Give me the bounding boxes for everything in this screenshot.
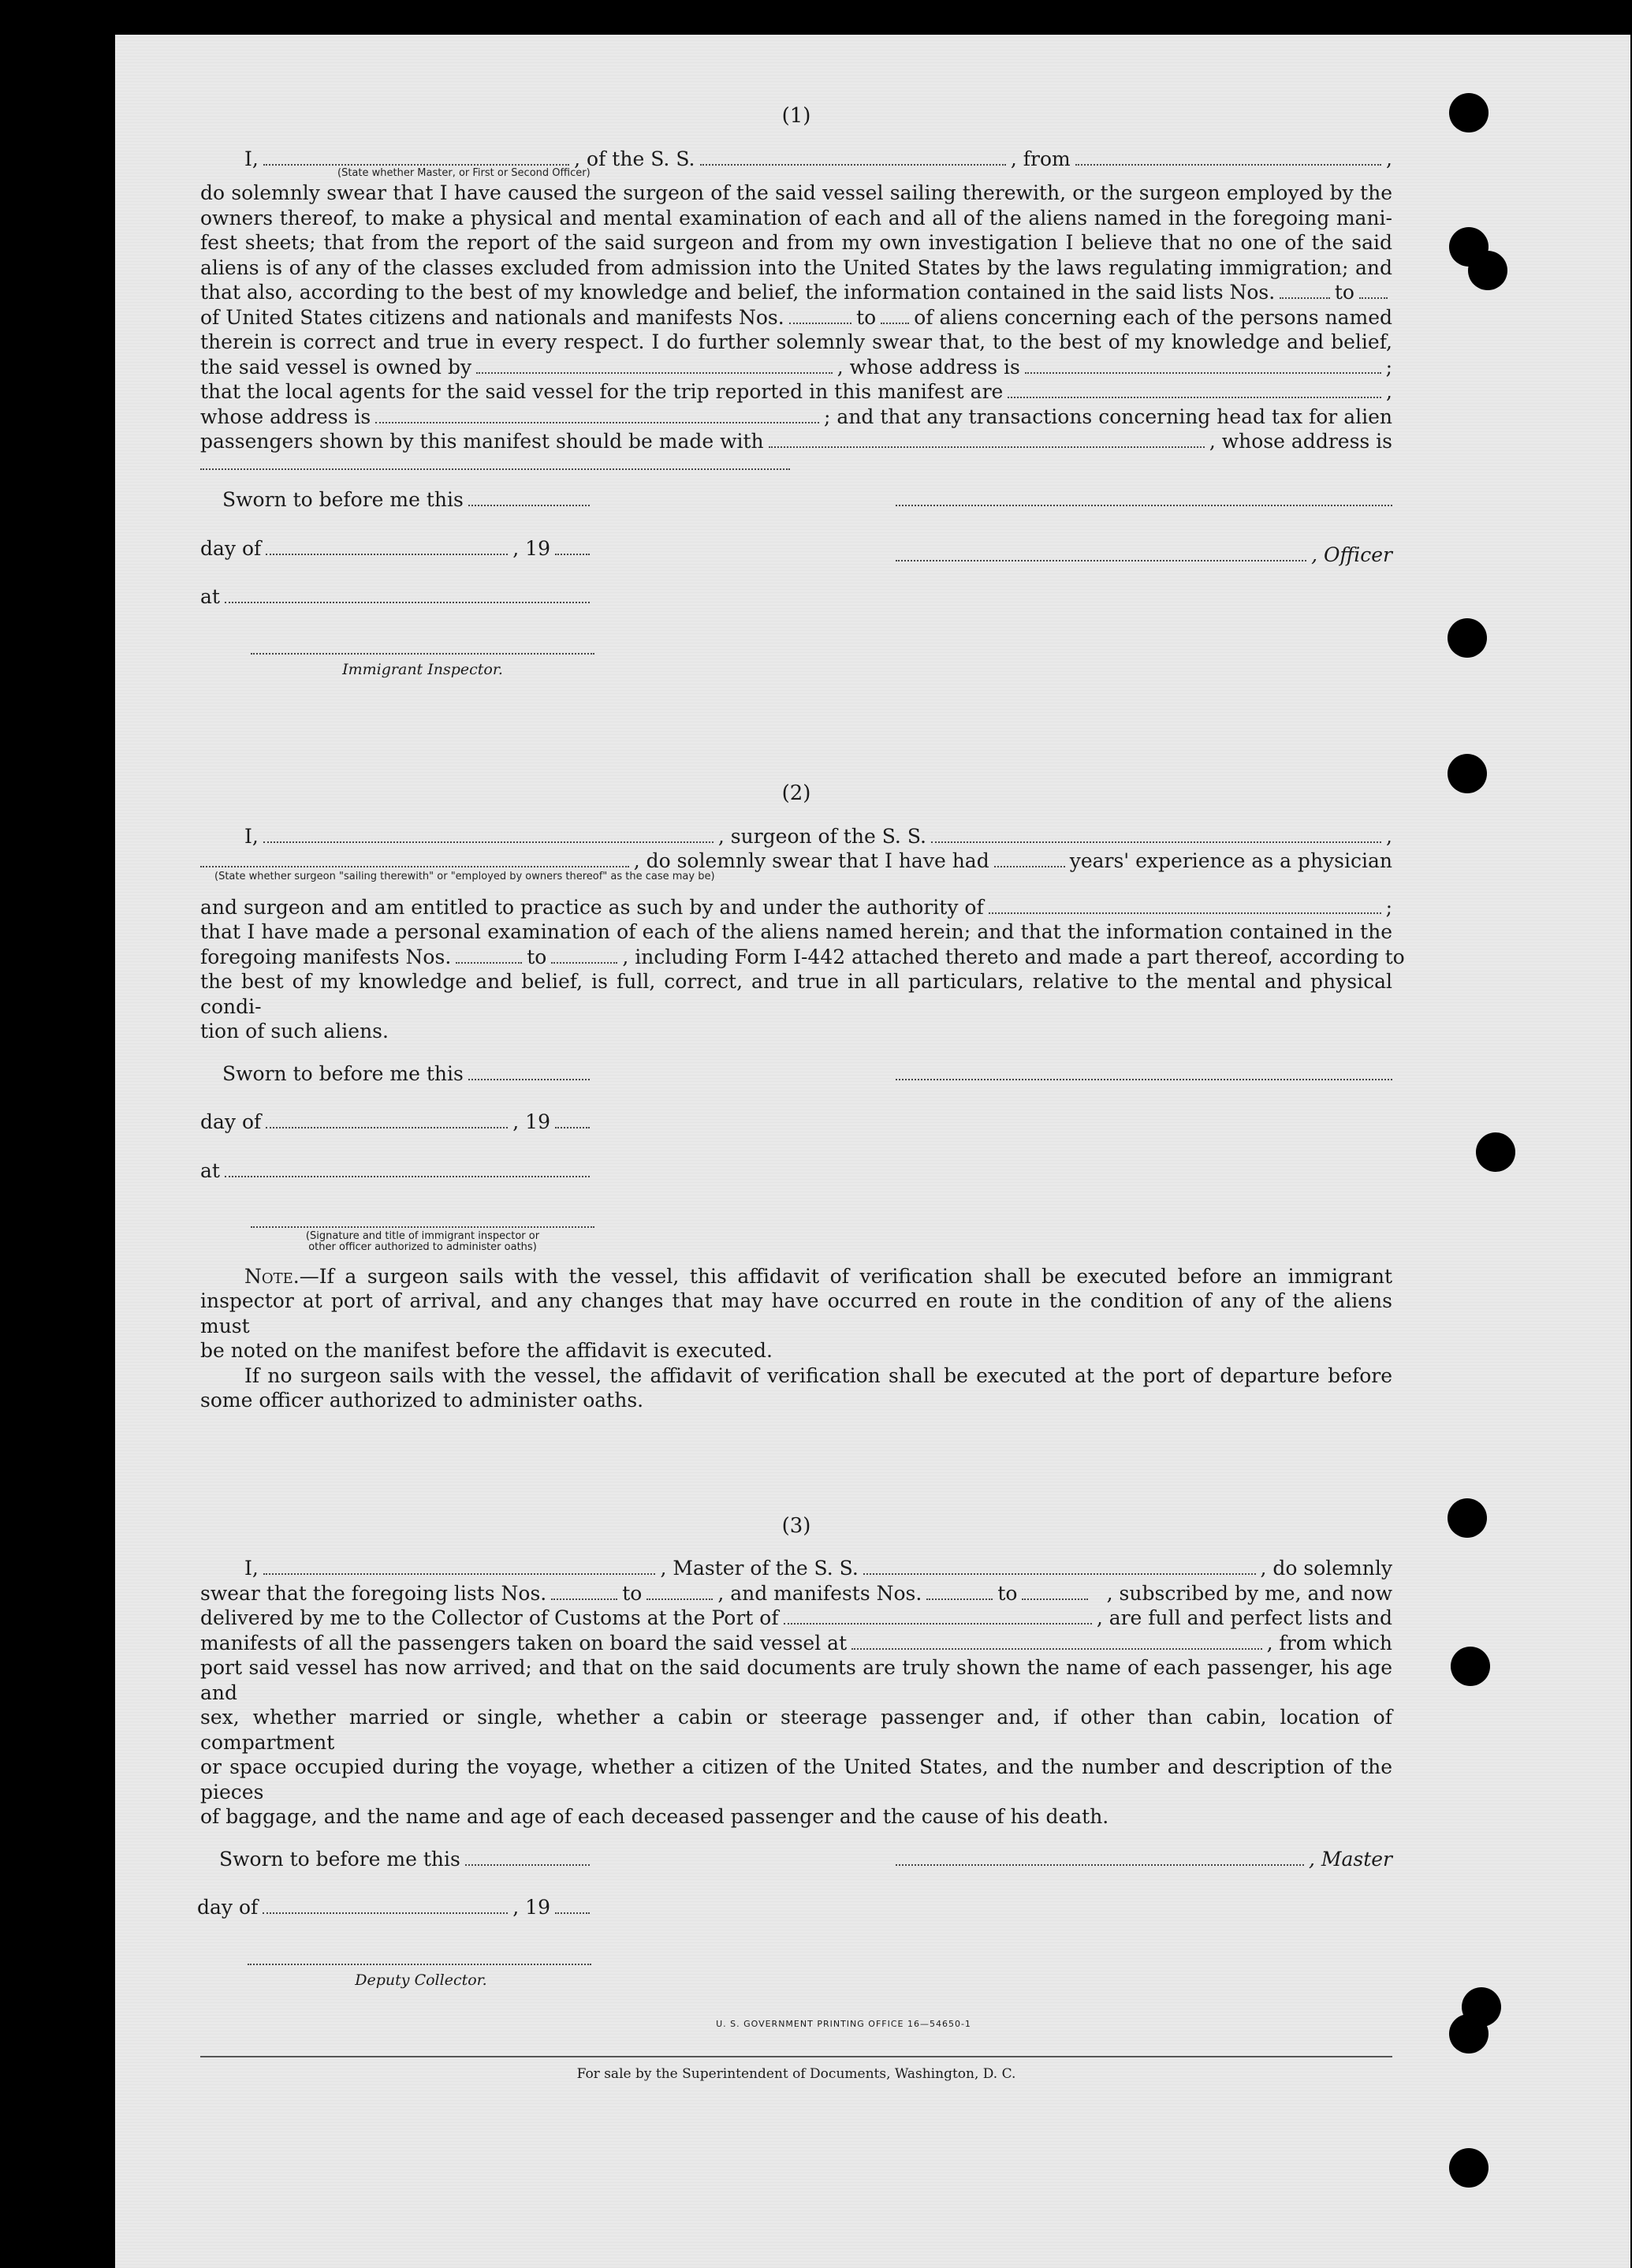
- s1-agents-line: that the local agents for the said vessel for the trip reported in this manifest are ,: [200, 380, 1392, 403]
- s2-note-surgeon: (State whether surgeon "sailing therewith" or "employed by owners thereof" as the case may be): [214, 870, 715, 882]
- s1-at-field[interactable]: [225, 588, 590, 604]
- section-2-number: (2): [781, 781, 811, 805]
- s1-owner-address-field[interactable]: [1025, 357, 1381, 374]
- s1-year-field[interactable]: [555, 539, 590, 555]
- s1-body-line: owners thereof, to make a physical and mental examination of each and all of the aliens named in the foregoing mani-: [200, 206, 1392, 229]
- s2-ship-field[interactable]: [931, 826, 1381, 843]
- s1-ship-field[interactable]: [700, 149, 1006, 166]
- s2-sig-note: other officer authorized to administer oaths): [308, 1240, 537, 1253]
- punch-hole: [1448, 754, 1487, 793]
- s2-signature-block: Sworn to before me this day of , 19 at (Signature and title of immigrant inspector or other officer authorized to administer oaths): [200, 1061, 1392, 1253]
- s3-port-field[interactable]: [784, 1609, 1092, 1625]
- s3-body-line: of baggage, and the name and age of each deceased passenger and the cause of his death.: [200, 1805, 1109, 1829]
- punch-hole: [1449, 93, 1489, 132]
- s2-surgeon-name-field[interactable]: [263, 826, 714, 843]
- s1-from-field[interactable]: [1075, 149, 1381, 166]
- punch-hole: [1449, 2148, 1489, 2188]
- s2-nos-line: foregoing manifests Nos. to , including Form I-442 attached thereto and made a part thereof, according to: [200, 945, 1405, 968]
- s1-owned-line: the said vessel is owned by , whose address is ;: [200, 355, 1393, 379]
- s1-manifests-from-field[interactable]: [789, 308, 851, 324]
- s1-head-tax-address-field[interactable]: [200, 454, 790, 471]
- s3-line-3: delivered by me to the Collector of Customs at the Port of , are full and perfect lists and: [200, 1606, 1392, 1630]
- s2-sworn-day-field[interactable]: [468, 1064, 590, 1080]
- s1-manifests-to-field[interactable]: [881, 308, 909, 324]
- s2-body-line: that I have made a personal examination of each of the aliens named herein; and that the information contained in the: [200, 920, 1392, 943]
- s1-address3-line: [200, 454, 1392, 471]
- s3-body-line: port said vessel has now arrived; and that on the said documents are truly shown the name of each passenger, his age and: [200, 1656, 1392, 1704]
- s1-owner-field[interactable]: [476, 357, 833, 374]
- s1-agents-address-field[interactable]: [375, 407, 819, 423]
- s1-nos-a-line: that also, according to the best of my knowledge and belief, the information contained in the said lists Nos. to: [200, 280, 1392, 305]
- s2-nos-from-field[interactable]: [456, 947, 522, 964]
- s3-signature-block: Sworn to before me this day of , 19 Deputy Collector. , Master: [200, 1847, 1392, 1993]
- s2-note-line: inspector at port of arrival, and any changes that may have occurred en route in the condition of any of the aliens must: [200, 1289, 1392, 1337]
- section-1-number: (1): [781, 104, 811, 128]
- s1-body-line: aliens is of any of the classes excluded from admission into the United States by the laws regulating immigration; and: [200, 256, 1392, 279]
- s2-note-line: Note.—If a surgeon sails with the vessel, this affidavit of verification shall be executed before an immigrant: [244, 1264, 1392, 1288]
- s3-deputy-caption: Deputy Collector.: [355, 1971, 487, 1989]
- s1-line-1: I, , of the S. S. , from ,: [244, 147, 1392, 170]
- s1-lists-to-field[interactable]: [1359, 282, 1388, 299]
- s2-inspector-signature-field[interactable]: [251, 1211, 594, 1228]
- s1-body-line: fest sheets; that from the report of the said surgeon and from my own investigation I believe that no one of the said: [200, 231, 1392, 254]
- s1-body-line: do solemnly swear that I have caused the surgeon of the said vessel sailing therewith, or the surgeon employed by the: [200, 181, 1392, 204]
- s3-master-signature-field[interactable]: [896, 1849, 1304, 1866]
- s2-note-line: be noted on the manifest before the affidavit is executed.: [200, 1339, 773, 1363]
- punch-hole: [1449, 2014, 1489, 2054]
- punch-hole: [1451, 1647, 1490, 1686]
- s1-address2-line: whose address is ; and that any transactions concerning head tax for alien: [200, 405, 1392, 428]
- for-sale-line: For sale by the Superintendent of Documents, Washington, D. C.: [200, 2056, 1392, 2087]
- s1-body-line: therein is correct and true in every respect. I do further solemnly swear that, to the best of my knowledge and belief,: [200, 330, 1392, 353]
- s1-sworn-day-field[interactable]: [468, 491, 590, 507]
- s3-manifests-to-field[interactable]: [1022, 1583, 1088, 1600]
- s3-boarding-port-field[interactable]: [851, 1633, 1261, 1650]
- punch-hole: [1476, 1132, 1515, 1172]
- s3-line-4: manifests of all the passengers taken on board the said vessel at , from which: [200, 1631, 1392, 1654]
- s2-line-2: , do solemnly swear that I have had years' experience as a physician: [200, 849, 1392, 874]
- punch-hole: [1448, 1498, 1487, 1538]
- s1-signature-block: Sworn to before me this day of , 19 at Immigrant Inspector. , Officer: [200, 487, 1392, 682]
- s2-years-field[interactable]: [994, 851, 1065, 867]
- punch-hole: [1468, 251, 1507, 290]
- s3-line-1: I, , Master of the S. S. , do solemnly: [244, 1557, 1392, 1580]
- s2-body-line: the best of my knowledge and belief, is full, correct, and true in all particulars, relative to the mental and physical condi-: [200, 970, 1392, 1018]
- s1-agents-field[interactable]: [1008, 382, 1381, 398]
- s1-passengers-line: passengers shown by this manifest should be made with , whose address is: [200, 430, 1392, 453]
- s1-lists-from-field[interactable]: [1280, 282, 1330, 299]
- s2-body-line: tion of such aliens.: [200, 1020, 389, 1043]
- section-3-number: (3): [781, 1513, 811, 1538]
- s1-inspector-caption: Immigrant Inspector.: [342, 660, 503, 678]
- s2-authority-field[interactable]: [989, 897, 1381, 914]
- s2-note-line: some officer authorized to administer oaths.: [200, 1389, 644, 1412]
- s3-lists-from-field[interactable]: [551, 1583, 617, 1600]
- s1-nos-b-line: of United States citizens and nationals and manifests Nos. to of aliens concerning each of the persons named: [200, 305, 1392, 329]
- s3-month-field[interactable]: [263, 1898, 508, 1915]
- s2-authority-line: and surgeon and am entitled to practice as such by and under the authority of ;: [200, 895, 1392, 919]
- s2-surgeon-signature-field[interactable]: [896, 1061, 1392, 1080]
- s2-note-line: If no surgeon sails with the vessel, the affidavit of verification shall be executed at the port of departure before: [244, 1363, 1392, 1387]
- s2-nos-to-field[interactable]: [551, 947, 617, 964]
- s2-sig-note: (Signature and title of immigrant inspector or: [305, 1229, 540, 1242]
- printing-office-line: U. S. GOVERNMENT PRINTING OFFICE 16—54650-1: [716, 2019, 971, 2029]
- s2-at-field[interactable]: [225, 1161, 590, 1177]
- s2-surgeon-type-field[interactable]: [200, 851, 629, 867]
- s3-line-2: swear that the foregoing lists Nos. to , and manifests Nos. to , subscribed by me, and now: [200, 1581, 1392, 1605]
- s3-manifests-from-field[interactable]: [926, 1583, 993, 1600]
- s2-month-field[interactable]: [266, 1112, 508, 1128]
- s3-body-line: sex, whether married or single, whether a cabin or steerage passenger and, if other than cabin, location of compartment: [200, 1706, 1392, 1754]
- s3-body-line: or space occupied during the voyage, whether a citizen of the United States, and the number and description of the pieces: [200, 1755, 1392, 1804]
- s1-officer-title-field[interactable]: [896, 546, 1306, 562]
- s3-master-name-field[interactable]: [263, 1559, 656, 1576]
- s1-note-master: (State whether Master, or First or Second Officer): [337, 167, 591, 179]
- s3-lists-to-field[interactable]: [646, 1583, 713, 1600]
- s2-line-1: I, , surgeon of the S. S. ,: [244, 824, 1392, 848]
- s1-inspector-signature-field[interactable]: [251, 638, 594, 655]
- s1-officer-signature-field[interactable]: [896, 487, 1392, 506]
- punch-hole: [1448, 618, 1487, 658]
- s2-year-field[interactable]: [555, 1112, 590, 1128]
- s3-sworn-day-field[interactable]: [465, 1849, 590, 1866]
- form-content: [197, 104, 1405, 2087]
- s3-collector-signature-field[interactable]: [248, 1949, 591, 1965]
- s1-head-tax-field[interactable]: [769, 431, 1205, 448]
- s3-year-field[interactable]: [555, 1898, 590, 1915]
- s3-ship-field[interactable]: [863, 1559, 1256, 1576]
- s1-officer-field[interactable]: [263, 149, 569, 166]
- s1-month-field[interactable]: [266, 539, 508, 555]
